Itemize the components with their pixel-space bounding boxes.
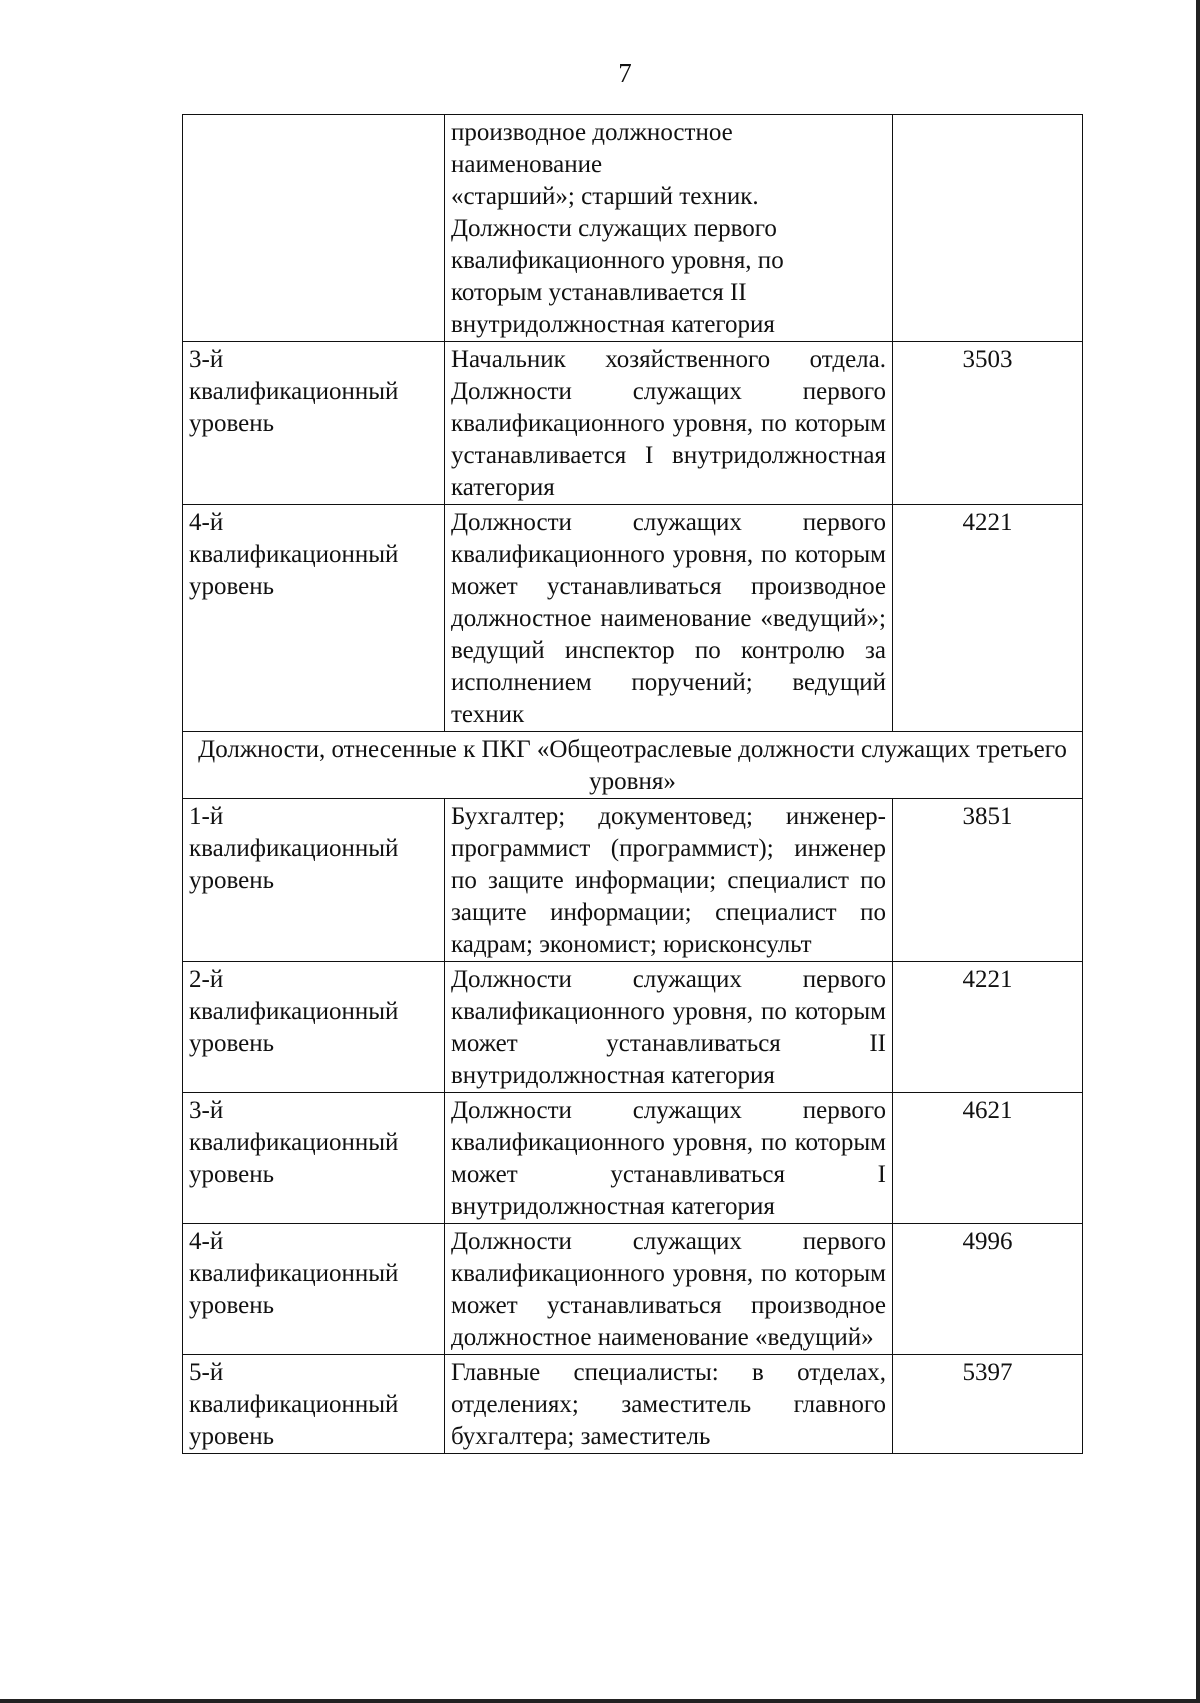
section-header-row xyxy=(183,732,1083,799)
amount-cell: 4621 xyxy=(893,1093,1083,1224)
amount-cell: 5397 xyxy=(893,1355,1083,1454)
amount-cell: 4996 xyxy=(893,1224,1083,1355)
level-cell: 4-й квалификационный уровень xyxy=(183,1224,445,1355)
amount-cell: 4221 xyxy=(893,962,1083,1093)
description-line: «старший»; старший техник. xyxy=(451,183,759,210)
description-cell: Начальник хозяйственного отдела. Должности служащих первого квалификационного уровня, по которым устанавливается I внутридолжностная категория xyxy=(445,342,893,505)
table-row xyxy=(183,1093,1083,1224)
page-edge-bottom xyxy=(0,1699,1200,1703)
level-cell: 1-й квалификационный уровень xyxy=(183,799,445,962)
table-row xyxy=(183,799,1083,962)
level-cell xyxy=(183,115,445,342)
level-cell: 3-й квалификационный уровень xyxy=(183,342,445,505)
description-cell xyxy=(445,115,893,342)
description-line: внутридолжностная категория xyxy=(451,311,775,338)
page-edge-right xyxy=(1196,0,1200,1703)
description-cell: Должности служащих первого квалификационного уровня, по которым может устанавливаться производное должностное наименование «ведущий»; ведущий инспектор по контролю за исполнением поручений; ведущий техник xyxy=(445,505,893,732)
description-cell: Должности служащих первого квалификационного уровня, по которым может устанавливаться I внутридолжностная категория xyxy=(445,1093,893,1224)
table-row xyxy=(183,1355,1083,1454)
description-cell: Главные специалисты: в отделах, отделениях; заместитель главного бухгалтера; заместитель xyxy=(445,1355,893,1454)
table-row xyxy=(183,962,1083,1093)
section-header: Должности, отнесенные к ПКГ «Общеотраслевые должности служащих третьего уровня» xyxy=(183,732,1083,799)
description-cell: Должности служащих первого квалификационного уровня, по которым может устанавливаться производное должностное наименование «ведущий» xyxy=(445,1224,893,1355)
amount-cell: 3503 xyxy=(893,342,1083,505)
amount-cell: 4221 xyxy=(893,505,1083,732)
description-line: Должности служащих первого xyxy=(451,215,777,242)
table-row xyxy=(183,1224,1083,1355)
salary-table xyxy=(182,114,1083,1454)
level-cell: 2-й квалификационный уровень xyxy=(183,962,445,1093)
level-cell: 3-й квалификационный уровень xyxy=(183,1093,445,1224)
description-line: наименование xyxy=(451,151,603,178)
description-line: производное должностное xyxy=(451,119,733,146)
level-cell: 5-й квалификационный уровень xyxy=(183,1355,445,1454)
description-cell: Бухгалтер; документовед; инженер-программист (программист); инженер по защите информации; специалист по защите информации; специалист по кадрам; экономист; юрисконсульт xyxy=(445,799,893,962)
page-number: 7 xyxy=(618,58,632,88)
description-line: которым устанавливается II xyxy=(451,279,747,306)
table-row xyxy=(183,342,1083,505)
amount-cell xyxy=(893,115,1083,342)
table-row xyxy=(183,115,1083,342)
table-row xyxy=(183,505,1083,732)
description-cell: Должности служащих первого квалификационного уровня, по которым может устанавливаться II внутридолжностная категория xyxy=(445,962,893,1093)
amount-cell: 3851 xyxy=(893,799,1083,962)
description-line: квалификационного уровня, по xyxy=(451,247,784,274)
level-cell: 4-й квалификационный уровень xyxy=(183,505,445,732)
